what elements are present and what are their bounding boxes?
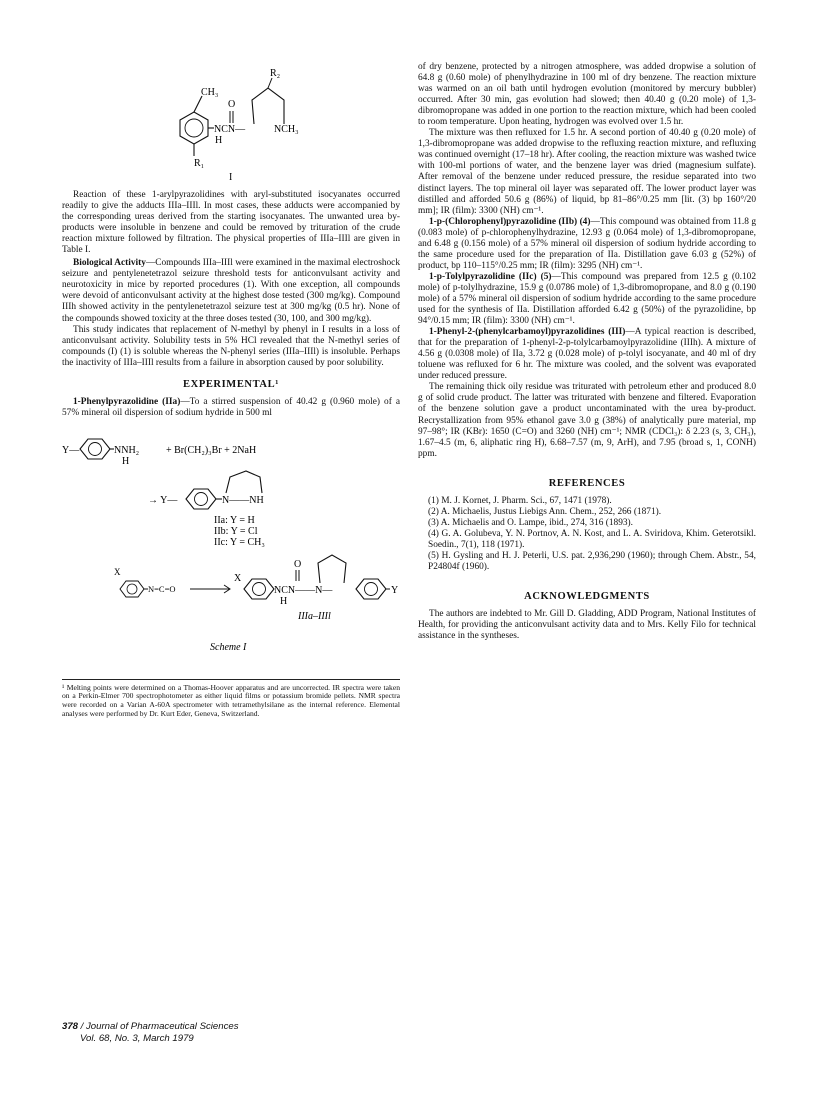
footer-line-1 xyxy=(62,1021,239,1033)
iia-title: 1-Phenylpyrazolidine (IIa) xyxy=(73,396,181,407)
reference-item: (4) G. A. Golubeva, Y. N. Portnov, A. N. Kost, and L. A. Sviridova, Khim. Geterotsikl. Soedin., 7(1), 118 (1971). xyxy=(428,528,756,550)
nch3-label: NCH₃ xyxy=(274,124,299,135)
iii-paragraph xyxy=(418,327,756,382)
ch3-label: CH₃ xyxy=(201,87,219,98)
experimental-footnote: ¹ Melting points were determined on a Thomas-Hoover apparatus and are uncorrected. IR spectra were taken on a Perkin-Elmer 700 spectrophotometer as either liquid films or potassium bromide pellets. NMR spectra were recorded on a Varian A-60A spectrometer with tetramethylsilane as the internal reference. Elemental analyses were performed by Dr. Kurt Eder, Geneva, Switzerland. xyxy=(62,679,400,718)
right-paragraph-6: The remaining thick oily residue was triturated with petroleum ether and produced 8.0 g of solid crude product. The latter was triturated with benzene and filtered. Evaporation of the benzene solution gave a product uncontaminated with the urea by-product. Recrystallization from 95% ethanol gave 3.0 g (38%) of analytically pure material, mp 97–98°; IR (KBr): 1650 (C=O) and 3260 (NH) cm⁻¹; NMR (CDCl₃): δ 2.23 (s, 3, CH₃), 1.67–4.5 (m, 6, aliphatic ring H), 6.68–7.57 (m, 9, ArH), and 7.95 (broad s, 1, CONH) ppm. xyxy=(418,382,756,459)
structure-I-label: I xyxy=(229,172,233,183)
o-label: O xyxy=(228,99,236,110)
r2-label: R₂ xyxy=(270,68,281,79)
iib-body: —This compound was obtained from 11.8 g (0.083 mole) of p-chlorophenylhydrazine, 12.93 g (0.064 mole) of 1,3-dibromopropane, and 6.48 g (0.156 mole) of a 57% mineral oil dispersion of sodium hydride according to the same procedure used for the preparation of IIa. Distillation gave 6.03 g (52%) of product, bp 110–115°/0.25 mm; IR (film): 3295 (NH) cm⁻¹. xyxy=(418,216,756,271)
product-o-label: O xyxy=(294,558,302,570)
acknowledgments-heading: ACKNOWLEDGMENTS xyxy=(524,591,650,603)
right-column xyxy=(418,62,756,642)
iia-body: —To a stirred suspension of 40.42 g (0.960 mole) of a 57% mineral oil dispersion of sodium hydride in 500 ml xyxy=(62,396,400,418)
isocyanate-x-label: X xyxy=(114,566,121,577)
reference-item: (3) A. Michaelis and O. Lampe, ibid., 274, 316 (1893). xyxy=(428,517,634,528)
iib-title: 1-p-(Chlorophenyl)pyrazolidine (IIb) (4) xyxy=(429,216,591,227)
iic-label: IIc: Y = CH₃ xyxy=(214,536,265,548)
references-list xyxy=(418,496,756,573)
experimental-paragraph xyxy=(62,397,400,419)
footer-volume: Vol. 68, No. 3, March 1979 xyxy=(80,1033,194,1044)
iic-body: —This compound was prepared from 12.5 g (0.102 mole) of p-tolylhydrazine, 15.9 g (0.0786 mole) of 1,3-dibromopropane, and 8.0 g (0.190 mole) of a 57% mineral oil dispersion of sodium hydride according to the same procedure used for the synthesis of IIa. Distillation afforded 6.42 g (50%) of the pyrazolidine, bp 94°/0.15 mm; IR (film): 3300 (NH) cm⁻¹. xyxy=(418,271,756,327)
product-y2-label: Y xyxy=(391,584,399,596)
biological-activity-title: Biological Activity xyxy=(73,258,146,269)
r1-label: R₁ xyxy=(194,158,205,169)
iic-title: 1-p-Tolylpyrazolidine (IIc) (5) xyxy=(429,271,552,282)
left-paragraph-3: This study indicates that replacement of N-methyl by phenyl in I results in a loss of anticonvulsant activity. Solubility tests in 5% HCl revealed that the N-methyl series of compounds (I) (1) is soluble whereas the N-phenyl series (IIIa–IIIl) is insoluble. Perhaps the inactivity of IIIa–IIIl results from a failure in absorption caused by poor solubility. xyxy=(62,324,400,368)
journal-name: / Journal of Pharmaceutical Sciences xyxy=(78,1021,239,1032)
iic-paragraph xyxy=(418,272,756,327)
structure-I-drawing xyxy=(62,62,400,184)
nnh2-label: NNH₂ xyxy=(114,444,140,456)
reagents-label: + Br(CH₂)₃Br + 2NaH xyxy=(166,444,257,456)
page-number: 378 xyxy=(62,1021,79,1032)
left-paragraph-1: Reaction of these 1-arylpyrazolidines with aryl-substituted isocyanates occurred readily to give the adducts IIIa–IIIl. In most cases, these adducts were accompanied by the corresponding ureas derived from the starting isocyanates. The unwanted urea by-products were insoluble in benzene and could be removed by trituration of the crude reaction mixture followed by filtration. The physical properties of IIIa–IIIl are given in Table I. xyxy=(62,190,400,256)
biological-activity-body: —Compounds IIIa–IIIl were examined in the maximal electroshock seizure and pentylenetetrazol seizure threshold tests for anticonvulsant activity and neurotoxicity in mice by reported procedures (1). With one exception, all compounds were devoid of anticonvulsant activity at the highest dose tested (300 mg/kg). Compound IIIh showed activity in the pentylenetetrazol seizure test at 300 mg/kg (0.5 hr). None of the compounds showed toxicity at the three doses tested (30, 100, and 300 mg/kg). xyxy=(62,258,400,324)
acknowledgments-text: The authors are indebted to Mr. Gill D. Gladding, ADD Program, National Institutes of Health, for providing the anticonvulsant activity data and to Mrs. Kelly Filo for technical assistance in the syntheses. xyxy=(418,609,756,642)
references-heading: REFERENCES xyxy=(548,477,626,489)
iib-paragraph xyxy=(418,217,756,272)
ncn-label: NCN— xyxy=(214,124,246,135)
iii-title: 1-Phenyl-2-(phenylcarbamoyl)pyrazolidines (III) xyxy=(429,327,626,338)
left-column xyxy=(62,62,400,718)
biological-activity-paragraph xyxy=(62,258,400,324)
right-paragraph-2: The mixture was then refluxed for 1.5 hr. A second portion of 40.40 g (0.20 mole) of 1,3-dibromopropane was added dropwise to the refluxing reaction mixture, and refluxing was continued overnight (17–18 hr). After cooling, the reaction mixture was washed twice with 100-ml portions of water, and the benzene layer was dried (magnesium sulfate). After removal of the benzene under reduced pressure, the residue separated into two distinct layers. The top mineral oil layer was separated off. The lower product layer was distilled and afforded 50.6 g (86%) of liquid, bp 81–86°/0.25 mm [lit. (3) bp 160°/20 mm]; IR (film): 3300 (NH) cm⁻¹. xyxy=(418,128,756,216)
reference-item: (1) M. J. Kornet, J. Pharm. Sci., 67, 1471 (1978). xyxy=(428,495,612,506)
reference-item: (2) A. Michaelis, Justus Liebigs Ann. Chem., 252, 266 (1871). xyxy=(428,506,662,517)
structure-I-figure xyxy=(62,62,400,184)
iib-label: IIb: Y = Cl xyxy=(214,525,258,537)
reference-item: (5) H. Gysling and H. J. Peterli, U.S. pat. 2,936,290 (1960); through Chem. Abstr., 54, P24804f (1960). xyxy=(428,550,756,573)
iii-label: IIIa–IIIl xyxy=(298,610,331,622)
scheme-I-figure xyxy=(62,425,400,669)
reactant-h-label: H xyxy=(122,455,130,467)
nco-label: N=C=O xyxy=(148,583,176,594)
right-paragraph-1: of dry benzene, protected by a nitrogen atmosphere, was added dropwise a solution of 64.8 g (0.60 mole) of phenylhydrazine in 100 ml of dry benzene. The reaction mixture was warmed on an oil bath until hydrogen evolution (monitored by mercury bubbler) occurred. After 30 min, gas evolution had slowed; then 40.40 g (0.20 mole) of 1,3-dibromopropane was added in one portion to the reaction mixture, which had been cooled to room temperature. Upon heating, hydrogen was evolved over 1.5 hr. xyxy=(418,62,756,128)
product-y-label: → Y— xyxy=(148,494,178,506)
scheme-I-drawing xyxy=(62,425,400,661)
product-h-label: H xyxy=(280,595,288,607)
h-label: H xyxy=(215,135,223,146)
page-footer xyxy=(62,1021,239,1045)
product-x-label: X xyxy=(234,572,242,584)
iii-body: —A typical reaction is described, that for the preparation of 1-phenyl-2-p-tolylcarbamoylpyrazolidine (IIIh). A mixture of 4.56 g (0.0308 mole) of IIa, 3.72 g (0.028 mole) of p-tolyl isocyanate, and 40 ml of dry toluene was refluxed for 6 hr. The mixture was cooled, and the solvent was evaporated under reduced pressure. xyxy=(418,327,756,382)
iia-label: IIa: Y = H xyxy=(214,514,255,526)
reactant-y-label: Y— xyxy=(62,444,80,456)
scheme-caption: Scheme I xyxy=(210,641,247,653)
product-ncn-label: NCN——N— xyxy=(274,584,333,596)
nnh-label: N——NH xyxy=(222,494,264,506)
experimental-heading: EXPERIMENTAL¹ xyxy=(183,378,279,390)
